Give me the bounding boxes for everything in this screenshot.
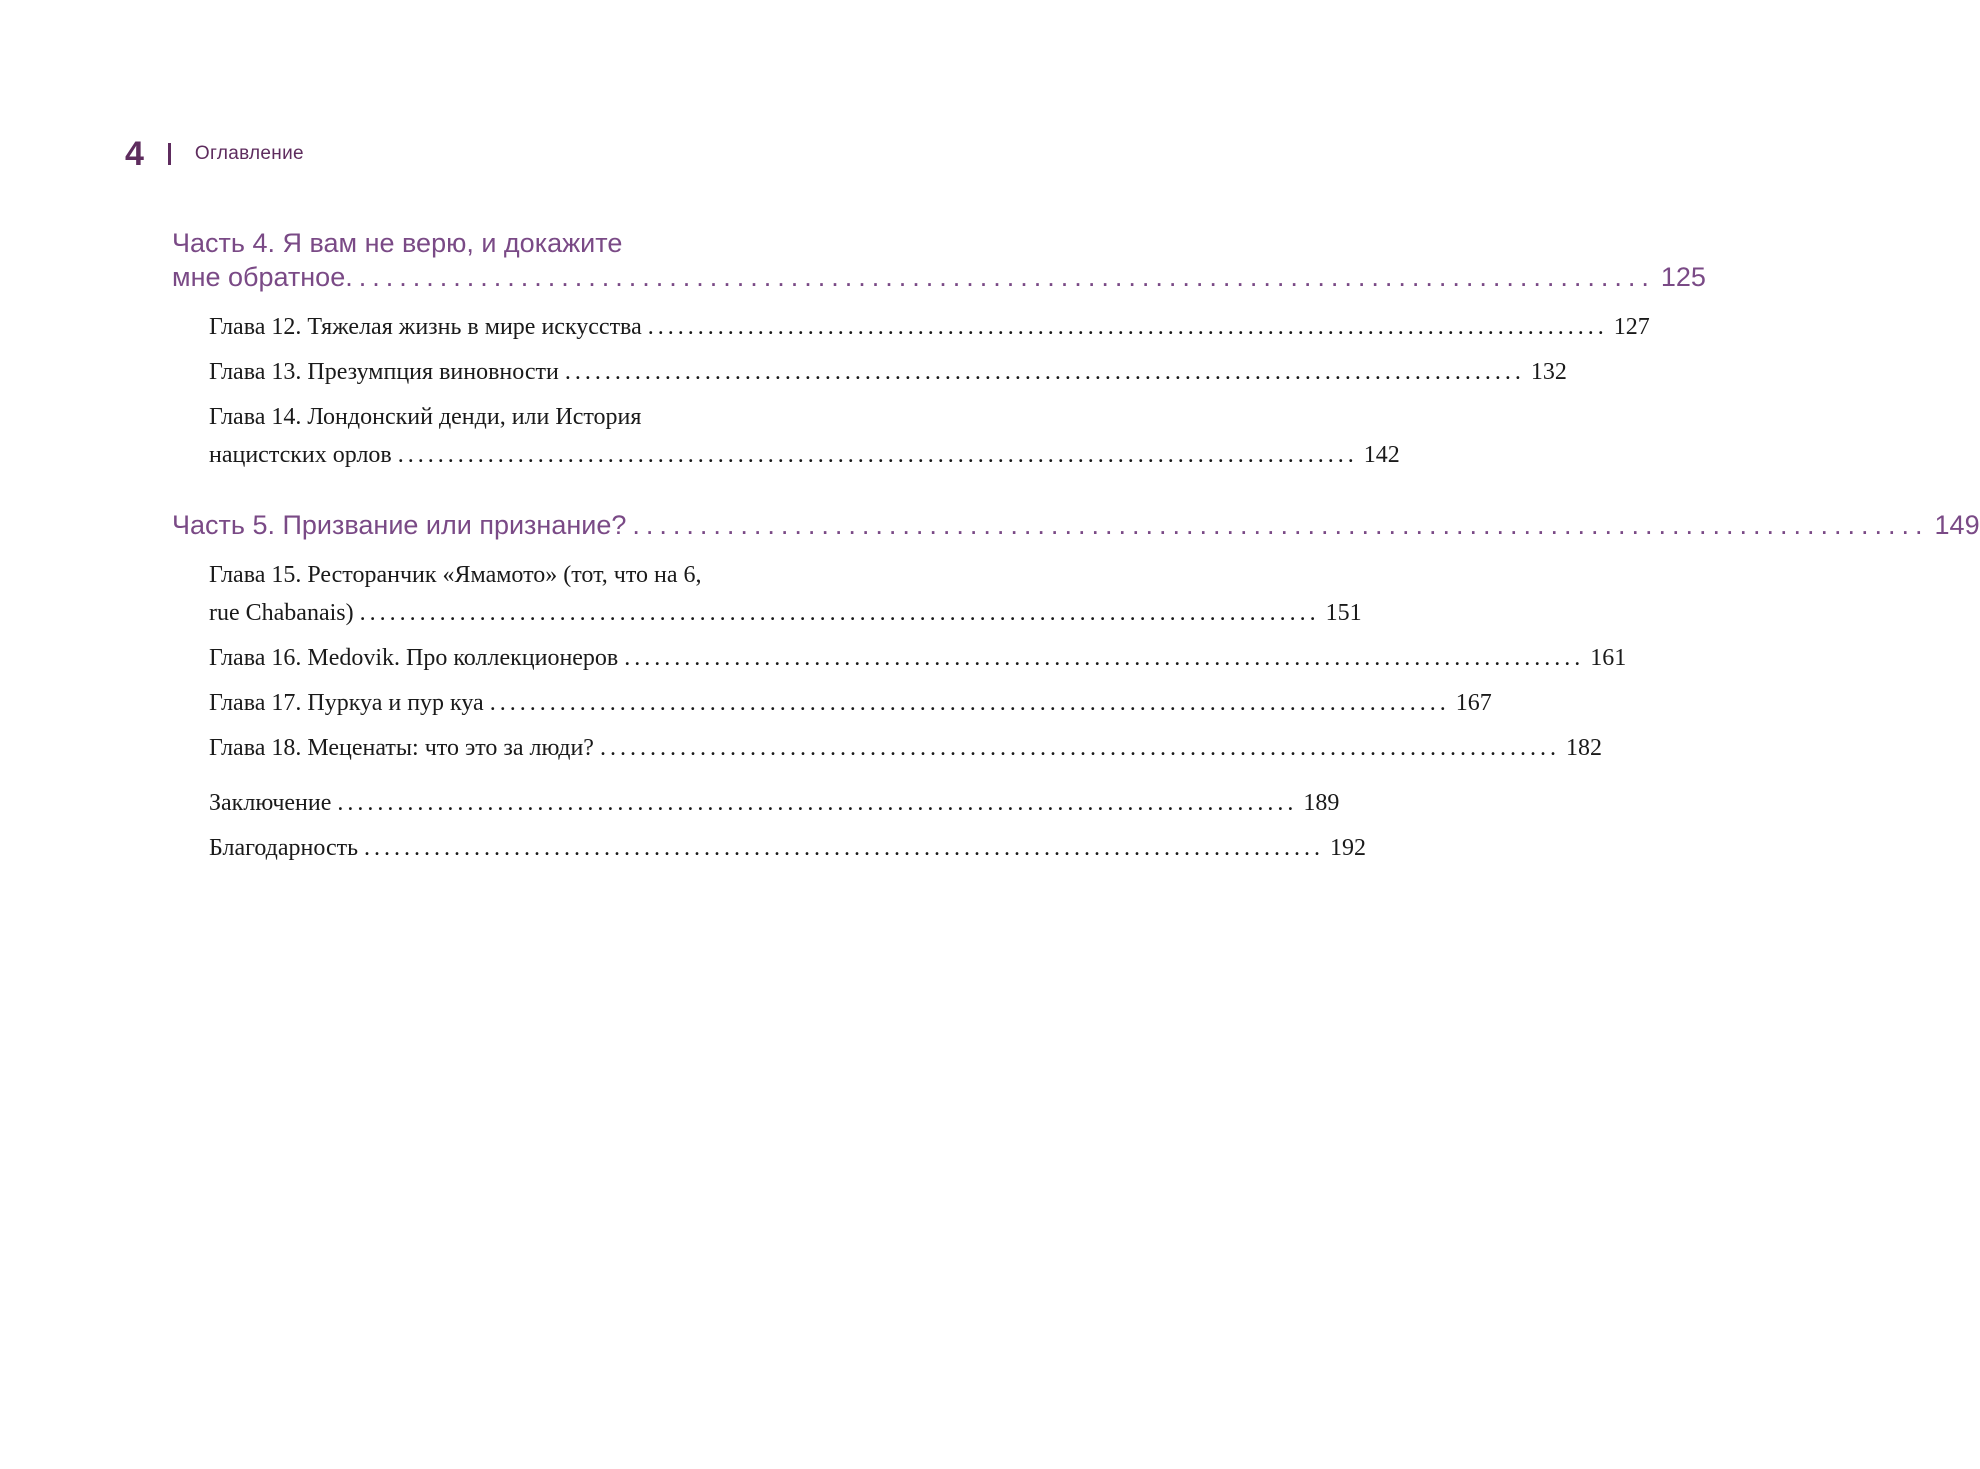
toc-part-4[interactable] bbox=[172, 226, 1706, 294]
dot-leader: ................................................................................................ bbox=[397, 442, 1358, 468]
toc-entry-chapter-14[interactable] bbox=[209, 398, 1400, 474]
chapter-title: Глава 13. Презумпция виновности bbox=[209, 359, 559, 385]
dot-leader: ................................................................................................ bbox=[358, 262, 1655, 292]
dot-leader: ................................................................................................ bbox=[632, 510, 1929, 540]
chapter-page-number: 151 bbox=[1325, 600, 1362, 626]
chapter-page-number: 127 bbox=[1613, 314, 1650, 340]
dot-leader: ................................................................................................ bbox=[337, 790, 1298, 816]
chapter-page-number: 142 bbox=[1363, 442, 1400, 468]
chapter-title-continued: rue Chabanais) bbox=[209, 600, 354, 626]
table-of-contents bbox=[172, 226, 1980, 874]
chapter-page-number: 167 bbox=[1455, 690, 1492, 716]
part-5-chapters bbox=[209, 556, 1627, 767]
entry-title: Благодарность bbox=[209, 835, 359, 861]
entry-page-number: 192 bbox=[1330, 835, 1367, 861]
chapter-title: Глава 14. Лондонский денди, или История bbox=[209, 404, 642, 430]
section-title: Оглавление bbox=[194, 143, 304, 164]
back-matter bbox=[209, 784, 1367, 867]
chapter-title: Глава 12. Тяжелая жизнь в мире искусства bbox=[209, 314, 642, 340]
part-title: мне обратное. bbox=[172, 262, 353, 292]
chapter-page-number: 132 bbox=[1530, 359, 1567, 385]
dot-leader: ................................................................................................ bbox=[359, 600, 1320, 626]
entry-title: Заключение bbox=[209, 790, 332, 816]
part-4-chapters bbox=[209, 308, 1650, 474]
part-title: Часть 5. Призвание или признание? bbox=[172, 510, 627, 540]
dot-leader: ................................................................................................ bbox=[364, 835, 1325, 861]
toc-entry-chapter-15[interactable] bbox=[209, 556, 1362, 632]
dot-leader: ................................................................................................ bbox=[624, 645, 1585, 671]
part-page-number: 149 bbox=[1934, 510, 1980, 540]
chapter-title-continued: нацистских орлов bbox=[209, 442, 392, 468]
dot-leader: ................................................................................................ bbox=[599, 735, 1560, 761]
toc-entry-chapter-17[interactable] bbox=[209, 684, 1492, 722]
toc-entry-chapter-12[interactable] bbox=[209, 308, 1650, 346]
chapter-page-number: 161 bbox=[1590, 645, 1627, 671]
chapter-page-number: 182 bbox=[1565, 735, 1602, 761]
toc-entry-chapter-16[interactable] bbox=[209, 639, 1627, 677]
toc-entry-chapter-18[interactable] bbox=[209, 729, 1602, 767]
toc-entry-acknowledgements[interactable] bbox=[209, 829, 1367, 867]
part-title-line bbox=[172, 226, 868, 260]
part-page-number: 125 bbox=[1660, 262, 1706, 292]
running-head bbox=[125, 134, 304, 174]
toc-part-5[interactable] bbox=[172, 508, 1980, 542]
part-title: Часть 4. Я вам не верю, и докажите bbox=[172, 228, 623, 258]
part-title-line bbox=[172, 508, 1980, 542]
header-separator bbox=[168, 143, 171, 165]
dot-leader: ................................................................................................ bbox=[647, 314, 1608, 340]
dot-leader: ................................................................................................ bbox=[489, 690, 1450, 716]
dot-leader: ................................................................................................ bbox=[564, 359, 1525, 385]
toc-entry-conclusion[interactable] bbox=[209, 784, 1340, 822]
chapter-title: Глава 17. Пуркуа и пур куа bbox=[209, 690, 484, 716]
chapter-title: Глава 15. Ресторанчик «Ямамото» (тот, что на 6, bbox=[209, 562, 702, 588]
part-title-line bbox=[172, 260, 1706, 294]
page-number: 4 bbox=[125, 135, 144, 173]
chapter-title: Глава 18. Меценаты: что это за люди? bbox=[209, 735, 594, 761]
toc-entry-chapter-13[interactable] bbox=[209, 353, 1567, 391]
entry-page-number: 189 bbox=[1303, 790, 1340, 816]
chapter-title: Глава 16. Medovik. Про коллекционеров bbox=[209, 645, 619, 671]
